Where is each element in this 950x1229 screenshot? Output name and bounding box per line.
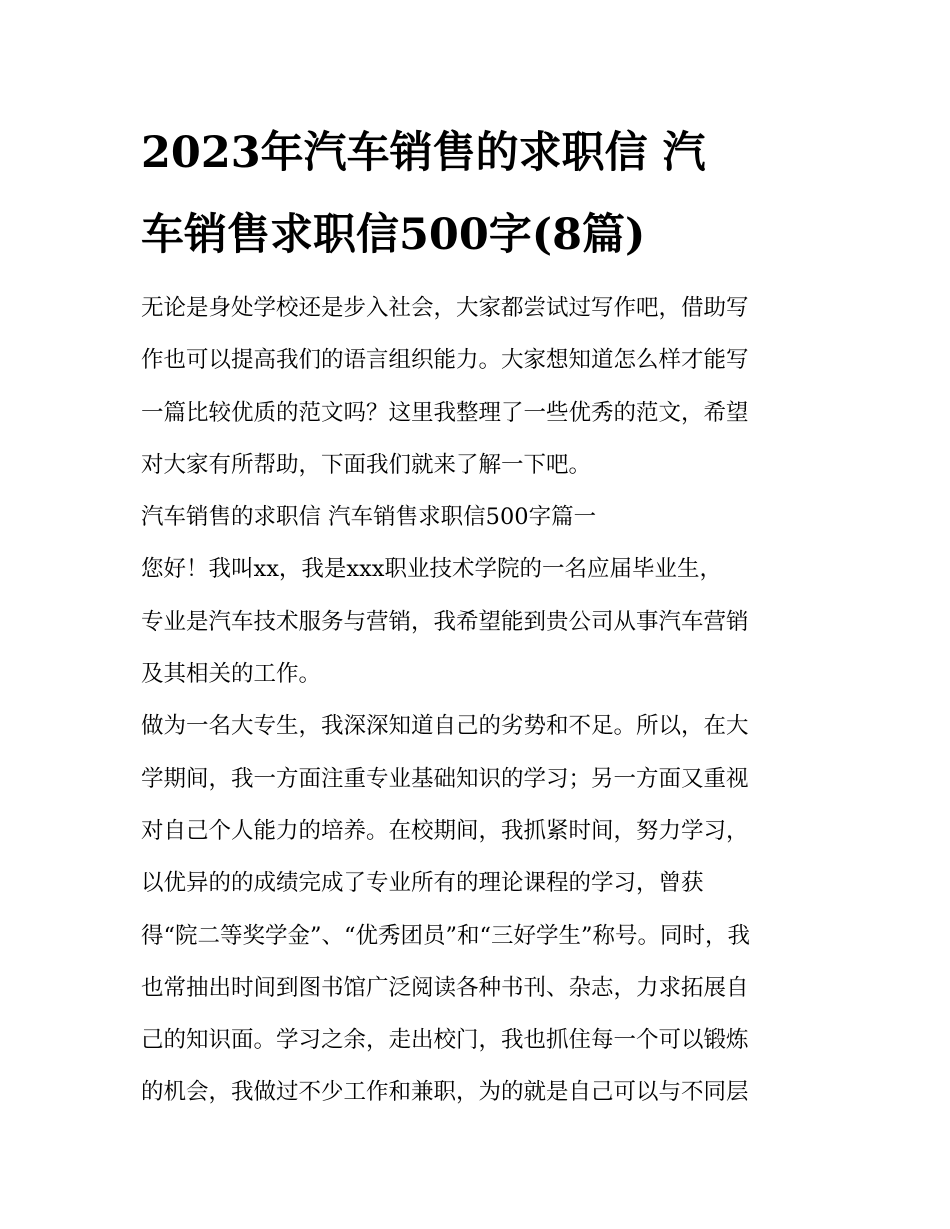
title-line: 2023年汽车销售的求职信 汽 <box>141 128 706 178</box>
text-line: 对自己个人能力的培养。在校期间，我抓紧时间，努力学习， <box>141 817 749 844</box>
greeting-paragraph <box>141 543 813 700</box>
document-title <box>141 112 813 276</box>
intro-paragraph <box>141 282 813 491</box>
document-body <box>141 282 813 1119</box>
text-line: 以优异的的成绩完成了专业所有的理论课程的学习，曾获 <box>141 870 704 897</box>
text-line: 无论是身处学校还是步入社会，大家都尝试过写作吧，借助写 <box>141 295 749 321</box>
section-heading <box>141 491 813 543</box>
text-line: 己的知识面。学习之余，走出校门，我也抓住每一个可以锻炼 <box>141 1027 749 1054</box>
text-line: 您好！我叫xx，我是xxx职业技术学院的一名应届毕业生， <box>141 556 722 583</box>
text-line: 作也可以提高我们的语言组织能力。大家想知道怎么样才能写 <box>141 347 749 374</box>
text-line: 也常抽出时间到图书馆广泛阅读各种书刊、杂志，力求拓展自 <box>141 974 749 1001</box>
document-content <box>141 112 813 1119</box>
text-line: 得“院二等奖学金”、“优秀团员”和“三好学生”称号。同时，我 <box>141 922 751 949</box>
body-paragraph <box>141 700 813 1118</box>
text-line: 的机会，我做过不少工作和兼职，为的就是自己可以与不同层 <box>141 1079 749 1106</box>
text-line: 学期间，我一方面注重专业基础知识的学习；另一方面又重视 <box>141 765 749 792</box>
text-line: 汽车销售的求职信 汽车销售求职信500字篇一 <box>141 504 597 531</box>
text-line: 一篇比较优质的范文吗？这里我整理了一些优秀的范文，希望 <box>141 399 749 426</box>
text-line: 及其相关的工作。 <box>141 661 322 688</box>
text-line: 做为一名大专生，我深深知道自己的劣势和不足。所以，在大 <box>141 713 749 740</box>
text-line: 专业是汽车技术服务与营销，我希望能到贵公司从事汽车营销 <box>141 608 749 635</box>
text-line: 对大家有所帮助，下面我们就来了解一下吧。 <box>141 451 592 478</box>
title-line: 车销售求职信500字(8篇) <box>141 210 646 260</box>
